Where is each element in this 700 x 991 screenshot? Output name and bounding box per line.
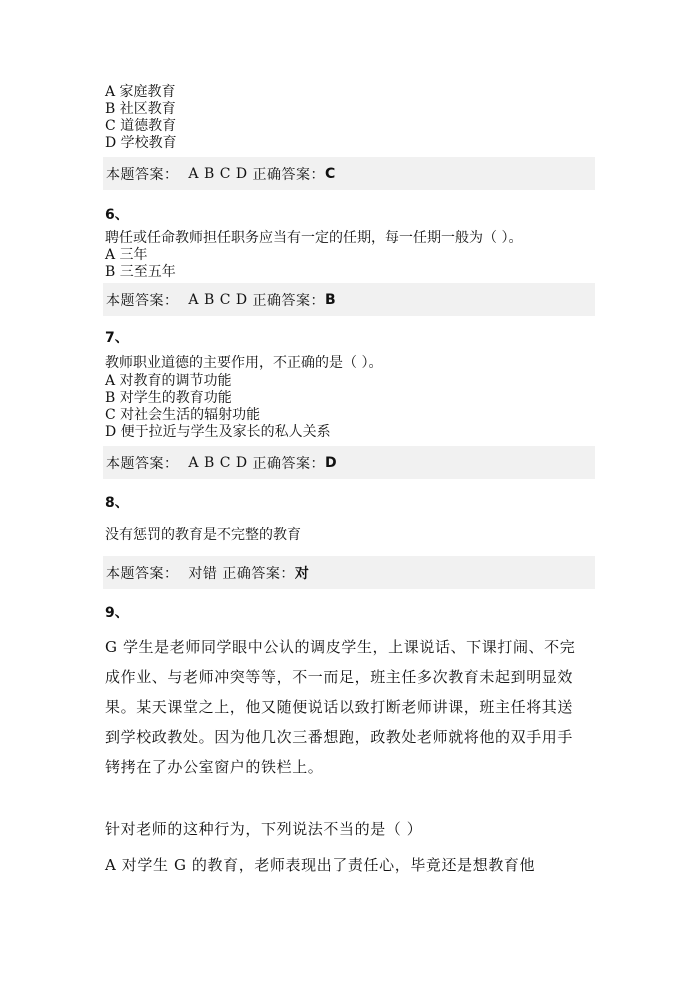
q7-option-c: C 对社会生活的辐射功能	[105, 407, 261, 423]
correct-label: 正确答案：	[222, 565, 295, 582]
q7-option-d: D 便于拉近与学生及家长的私人关系	[105, 424, 331, 440]
correct-label: 正确答案：	[252, 166, 326, 183]
q5-answer-bar	[103, 157, 595, 190]
q5-option-d: D 学校教育	[105, 135, 177, 151]
q9-passage	[105, 632, 600, 782]
q7-number: 7、	[105, 330, 129, 346]
correct-answer: C	[325, 165, 336, 182]
q7-stem: 教师职业道德的主要作用，不正确的是（ ）。	[105, 355, 383, 371]
q6-number: 6、	[105, 207, 129, 223]
q6-stem: 聘任或任命教师担任职务应当有一定的任期，每一任期一般为（ ）。	[105, 230, 523, 246]
correct-answer: 对	[294, 565, 310, 582]
correct-label: 正确答案：	[252, 292, 326, 309]
passage-line: 到学校政教处。因为他几次三番想跑，政教处老师就将他的双手用手	[105, 728, 574, 746]
answer-choices: 对错	[188, 565, 218, 582]
q6-option-b: B 三至五年	[105, 264, 176, 280]
q7-option-b: B 对学生的教育功能	[105, 390, 232, 406]
answer-label: 本题答案：	[106, 455, 179, 472]
q7-answer-bar	[103, 446, 595, 479]
passage-line: 铐拷在了办公室窗户的铁栏上。	[105, 758, 324, 776]
q8-number: 8、	[105, 495, 129, 511]
answer-label: 本题答案：	[106, 292, 179, 309]
correct-answer: B	[325, 291, 337, 308]
q9-number: 9、	[105, 605, 129, 621]
correct-answer: D	[325, 454, 338, 471]
passage-line: 成作业、与老师冲突等等，不一而足，班主任多次教育未起到明显效	[105, 668, 574, 686]
q7-option-a: A 对教育的调节功能	[105, 373, 232, 389]
q5-option-a: A 家庭教育	[105, 84, 176, 100]
passage-line: 果。某天课堂之上，他又随便说话以致打断老师讲课，班主任将其送	[105, 698, 574, 716]
answer-label: 本题答案：	[106, 166, 179, 183]
answer-choices: A B C D	[188, 454, 248, 471]
q8-answer-bar	[103, 556, 595, 589]
q9-stem	[105, 814, 600, 844]
q9-option-a	[105, 850, 600, 880]
q5-option-c: C 道德教育	[105, 118, 177, 134]
passage-line: G 学生是老师同学眼中公认的调皮学生，上课说话、下课打闹、不完	[105, 638, 576, 656]
q9-option-a-text: A 对学生 G 的教育，老师表现出了责任心，毕竟还是想教育他	[105, 856, 536, 874]
q6-option-a: A 三年	[105, 247, 148, 263]
answer-choices: A B C D	[188, 165, 248, 182]
q9-stem-text: 针对老师的这种行为，下列说法不当的是（ ）	[105, 820, 423, 838]
q5-option-b: B 社区教育	[105, 101, 176, 117]
correct-label: 正确答案：	[252, 455, 326, 472]
answer-label: 本题答案：	[106, 565, 179, 582]
q6-answer-bar	[103, 283, 595, 316]
answer-choices: A B C D	[188, 291, 248, 308]
q8-stem: 没有惩罚的教育是不完整的教育	[105, 527, 301, 543]
